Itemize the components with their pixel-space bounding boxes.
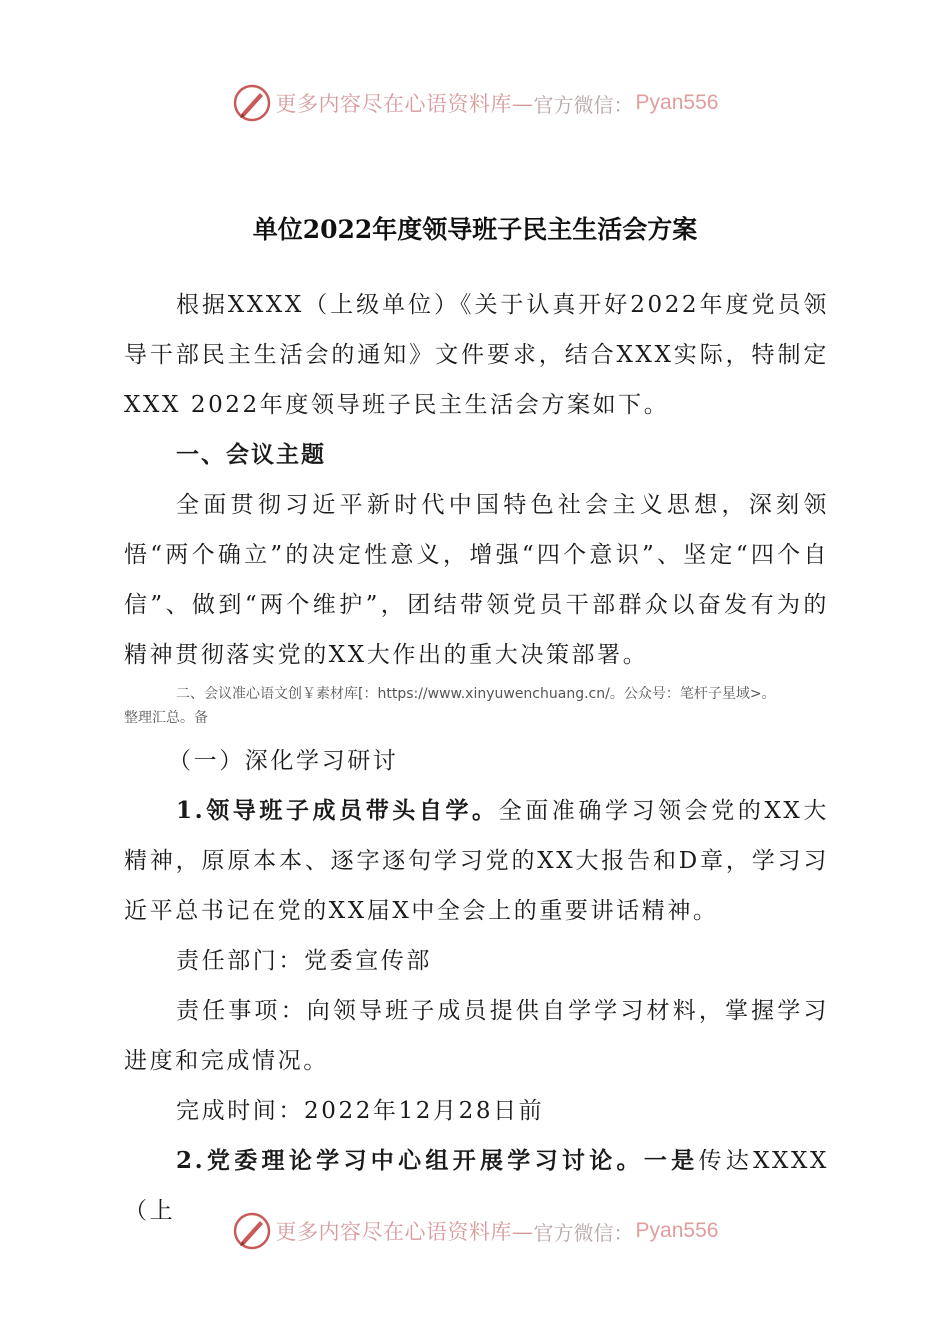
pen-logo-icon — [232, 83, 272, 123]
banner-text: 更多内容尽在心语资料库— — [275, 92, 534, 116]
source-note — [124, 682, 829, 730]
section-heading-theme: 一、会议主题 — [176, 442, 326, 468]
item-1-lead: 1.领导班子成员带头自学。 — [176, 797, 499, 824]
banner-wechat-id: Pyan556 — [635, 91, 719, 114]
pen-logo-icon — [232, 1211, 272, 1251]
item-2-body: 传达XXXX（上 — [124, 1148, 829, 1224]
document-body — [124, 280, 829, 1236]
item-1-paragraph — [124, 786, 829, 936]
footer-watermark-banner — [0, 1208, 950, 1254]
intro-paragraph: 根据XXXX（上级单位）《关于认真开好2022年度党员领导干部民主生活会的通知》文件要求，结合XXX实际，特制定XXX 2022年度领导班子民主生活会方案如下。 — [124, 292, 829, 418]
deadline: 完成时间：2022年12月28日前 — [176, 1098, 545, 1124]
responsible-task: 责任事项：向领导班子成员提供自学学习材料，掌握学习进度和完成情况。 — [124, 998, 829, 1074]
theme-paragraph: 全面贯彻习近平新时代中国特色社会主义思想，深刻领悟“两个确立”的决定性意义，增强“四个意识”、坚定“四个自信”、做到“两个维护”，团结带领党员干部群众以奋发有为的精神贯彻落实党的XX大作出的重大决策部署。 — [124, 492, 829, 668]
document-title: 单位2022年度领导班子民主生活会方案 — [252, 215, 698, 244]
subsection-heading-study: （一）深化学习研讨 — [168, 748, 399, 774]
responsible-dept: 责任部门：党委宣传部 — [176, 948, 432, 974]
item-2-lead: 2.党委理论学习中心组开展学习讨论。一是 — [176, 1147, 699, 1174]
banner-wechat-label: 官方微信： — [533, 1220, 634, 1245]
banner-text: 更多内容尽在心语资料库— — [275, 1220, 534, 1244]
header-watermark-banner — [0, 80, 950, 126]
banner-wechat-label: 官方微信： — [533, 92, 634, 117]
banner-wechat-id: Pyan556 — [635, 1219, 719, 1242]
item-1-body: 全面准确学习领会党的XX大精神，原原本本、逐字逐句学习党的XX大报告和D章，学习习近平总书记在党的XX届X中全会上的重要讲话精神。 — [124, 798, 829, 924]
source-note-line-2: 整理汇总。备 — [124, 710, 208, 726]
source-note-line-1: 二、会议准心语文创￥素材库[：https://www.xinyuwenchuang.cn/。公众号：笔杆子星域>。 — [176, 686, 776, 702]
